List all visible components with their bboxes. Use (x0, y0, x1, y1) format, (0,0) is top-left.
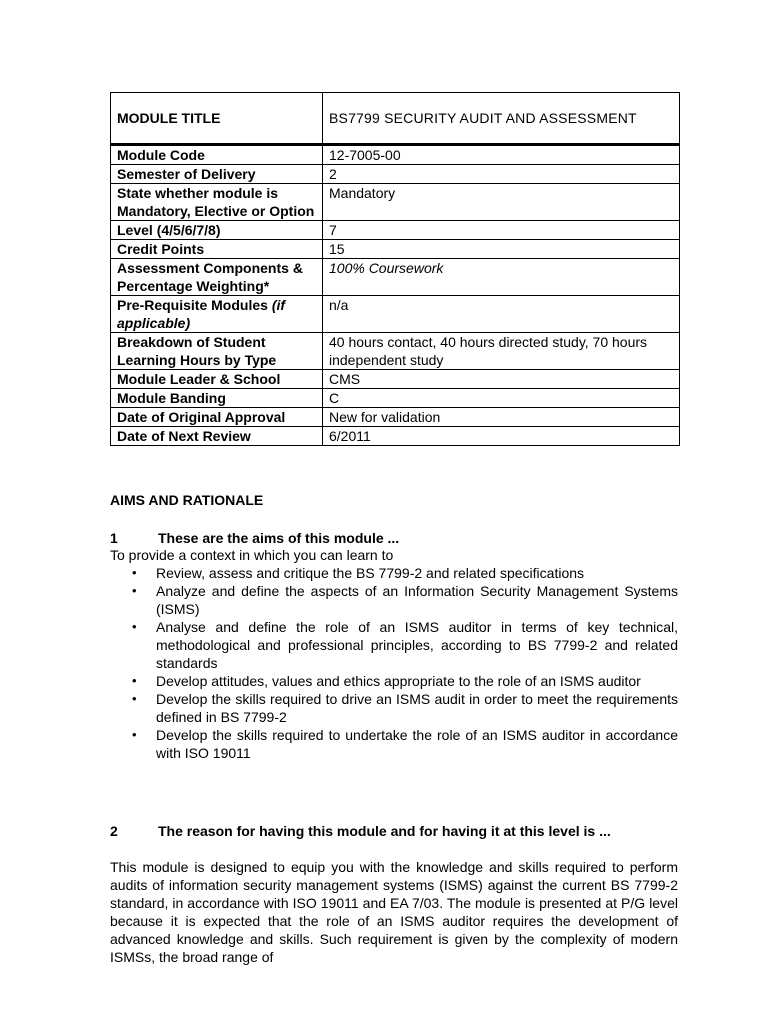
row-value: Mandatory (323, 184, 680, 221)
list-item-text: Develop attitudes, values and ethics appropriate to the role of an ISMS auditor (156, 673, 641, 689)
bullet-icon: • (132, 583, 137, 598)
row-value: CMS (323, 370, 680, 389)
section-2-paragraph: This module is designed to equip you with the knowledge and skills required to perform audits of information security management systems (ISMS) against the current BS 7799-2 standard, in accordance with ISO 19011 and EA 7/03. The module is presented at P/G level because it is expected that the role of an ISMS auditor requires the development of advanced knowledge and skills. Such requirement is given by the complexity of modern ISMSs, the broad range of (110, 859, 678, 965)
row-label: Semester of Delivery (111, 165, 323, 184)
row-value: n/a (323, 296, 680, 333)
row-label: Date of Next Review (111, 427, 323, 446)
aims-heading: AIMS AND RATIONALE (110, 492, 264, 508)
row-label: Assessment Components & Percentage Weighting* (111, 259, 323, 296)
table-row (111, 184, 680, 221)
section-2-number: 2 (110, 823, 118, 839)
row-label: Module Code (111, 145, 323, 165)
table-row (111, 389, 680, 408)
module-info-table (110, 92, 680, 446)
row-label-italic: (if applicable) (117, 297, 286, 331)
aims-section (110, 546, 678, 762)
row-value: 12-7005-00 (323, 145, 680, 165)
aims-list (110, 564, 678, 762)
row-value: 6/2011 (323, 427, 680, 446)
row-value: 100% Coursework (323, 259, 680, 296)
row-value: 2 (323, 165, 680, 184)
bullet-icon: • (132, 691, 137, 706)
row-label: Breakdown of Student Learning Hours by Type (111, 333, 323, 370)
table-row (111, 296, 680, 333)
row-label: State whether module is Mandatory, Elective or Option (111, 184, 323, 221)
row-label-main: Pre-Requisite Modules (117, 297, 272, 313)
row-value: C (323, 389, 680, 408)
row-label: Level (4/5/6/7/8) (111, 221, 323, 240)
module-title-label: MODULE TITLE (111, 93, 323, 145)
module-title-value: BS7799 SECURITY AUDIT AND ASSESSMENT (323, 93, 680, 145)
list-item (110, 690, 678, 726)
aims-intro: To provide a context in which you can learn to (110, 547, 394, 563)
table-row (111, 165, 680, 184)
row-label: Module Banding (111, 389, 323, 408)
table-row (111, 221, 680, 240)
table-row (111, 145, 680, 165)
bullet-icon: • (132, 619, 137, 634)
table-row (111, 427, 680, 446)
row-label: Date of Original Approval (111, 408, 323, 427)
list-item (110, 618, 678, 672)
table-row-title (111, 93, 680, 145)
list-item-text: Analyze and define the aspects of an Information Security Management Systems (ISMS) (156, 583, 678, 617)
row-value: 40 hours contact, 40 hours directed study, 70 hours independent study (323, 333, 680, 370)
list-item (110, 672, 678, 690)
table-row (111, 333, 680, 370)
table-row (111, 240, 680, 259)
row-value: New for validation (323, 408, 680, 427)
section-1-heading (110, 529, 678, 547)
list-item-text: Develop the skills required to drive an ISMS audit in order to meet the requirements defined in BS 7799-2 (156, 691, 678, 725)
table-row (111, 408, 680, 427)
section-2-heading (110, 822, 678, 840)
section-1-title: These are the aims of this module ... (158, 530, 400, 546)
section-1-number: 1 (110, 530, 118, 546)
list-item (110, 726, 678, 762)
list-item (110, 582, 678, 618)
row-label (111, 296, 323, 333)
bullet-icon: • (132, 565, 137, 580)
list-item-text: Review, assess and critique the BS 7799-2 and related specifications (156, 565, 585, 581)
section-2-title: The reason for having this module and for having it at this level is ... (158, 823, 611, 839)
row-value: 15 (323, 240, 680, 259)
list-item (110, 564, 678, 582)
row-value: 7 (323, 221, 680, 240)
bullet-icon: • (132, 673, 137, 688)
bullet-icon: • (132, 727, 137, 742)
list-item-text: Analyse and define the role of an ISMS auditor in terms of key technical, methodological and professional principles, according to BS 7799-2 and related standards (156, 619, 678, 671)
row-label: Module Leader & School (111, 370, 323, 389)
row-label: Credit Points (111, 240, 323, 259)
list-item-text: Develop the skills required to undertake the role of an ISMS auditor in accordance with ISO 19011 (156, 727, 678, 761)
table-row (111, 259, 680, 296)
table-row (111, 370, 680, 389)
